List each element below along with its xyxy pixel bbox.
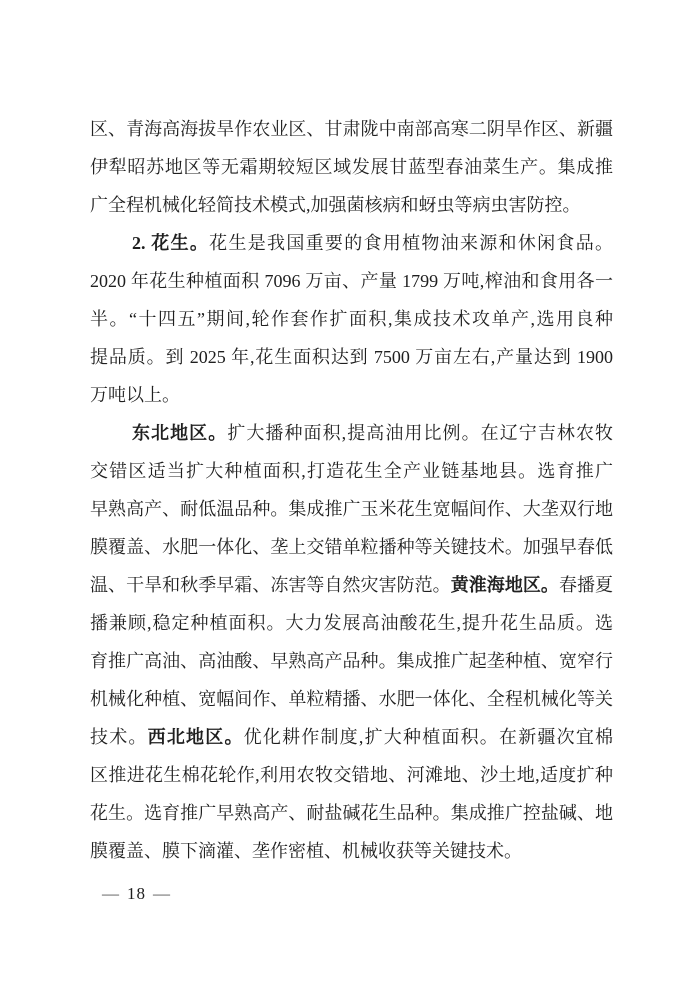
text-segment: 提品质。到 2025 年,花生面积达到 7500 万亩左右,产量达到 1900	[90, 347, 613, 367]
text-line	[90, 756, 613, 794]
text-line	[90, 680, 613, 718]
document-body	[90, 110, 613, 870]
text-segment: 区、青海高海拔旱作农业区、甘肃陇中南部高寒二阴旱作区、新疆	[90, 119, 613, 139]
text-segment: 伊犁昭苏地区等无霜期较短区域发展甘蓝型春油菜生产。集成推	[90, 157, 613, 177]
text-line	[90, 832, 613, 870]
text-segment: 膜覆盖、膜下滴灌、垄作密植、机械收获等关键技术。	[90, 841, 522, 861]
page-footer	[95, 884, 178, 904]
text-segment: 广全程机械化轻简技术模式,加强菌核病和蚜虫等病虫害防控。	[90, 195, 581, 215]
text-segment: 花生是我国重要的食用植物油来源和休闲食品。	[209, 233, 613, 253]
text-segment: 扩大播种面积,提高油用比例。在辽宁吉林农牧	[227, 423, 613, 443]
text-segment: 播兼顾,稳定种植面积。大力发展高油酸花生,提升花生品质。选	[90, 613, 613, 633]
text-segment: 交错区适当扩大种植面积,打造花生全产业链基地县。选育推广	[90, 461, 613, 481]
region-heading-huanghuaihai: 黄淮海地区。	[450, 575, 559, 595]
text-line	[90, 566, 613, 604]
text-segment: 技术。	[90, 727, 148, 747]
text-line	[90, 452, 613, 490]
text-line	[90, 186, 613, 224]
text-line	[90, 262, 613, 300]
text-line	[90, 642, 613, 680]
region-heading-northwest: 西北地区。	[147, 727, 244, 747]
text-line	[90, 718, 613, 756]
text-line	[90, 604, 613, 642]
text-segment: 育推广高油、高油酸、早熟高产品种。集成推广起垄种植、宽窄行	[90, 651, 613, 671]
text-segment: 2020 年花生种植面积 7096 万亩、产量 1799 万吨,榨油和食用各一	[90, 271, 613, 291]
text-line	[90, 338, 613, 376]
text-segment: 温、干旱和秋季早霜、冻害等自然灾害防范。	[90, 575, 451, 595]
text-line	[90, 110, 613, 148]
text-line	[90, 414, 613, 452]
text-segment: 早熟高产、耐低温品种。集成推广玉米花生宽幅间作、大垄双行地	[90, 499, 613, 519]
text-segment: 机械化种植、宽幅间作、单粒精播、水肥一体化、全程机械化等关	[90, 689, 613, 709]
text-segment: 春播夏	[558, 575, 613, 595]
text-segment: 半。“十四五”期间,轮作套作扩面积,集成技术攻单产,选用良种	[90, 309, 613, 329]
text-segment: 区推进花生棉花轮作,利用农牧交错地、河滩地、沙土地,适度扩种	[90, 765, 613, 785]
text-line	[90, 300, 613, 338]
text-segment: 花生。选育推广早熟高产、耐盐碱花生品种。集成推广控盐碱、地	[90, 803, 613, 823]
item-heading-peanut: 2. 花生。	[132, 233, 210, 253]
text-segment: 膜覆盖、水肥一体化、垄上交错单粒播种等关键技术。加强早春低	[90, 537, 613, 557]
footer-left-dash: —	[102, 884, 120, 903]
footer-right-dash: —	[153, 884, 171, 903]
page-number: 18	[127, 884, 146, 903]
text-line	[90, 148, 613, 186]
text-segment: 万吨以上。	[90, 385, 180, 405]
text-line	[90, 794, 613, 832]
text-segment: 优化耕作制度,扩大种植面积。在新疆次宜棉	[243, 727, 613, 747]
text-line	[90, 376, 613, 414]
region-heading-northeast: 东北地区。	[132, 423, 228, 443]
text-line	[90, 528, 613, 566]
text-line	[90, 490, 613, 528]
text-line	[90, 224, 613, 262]
